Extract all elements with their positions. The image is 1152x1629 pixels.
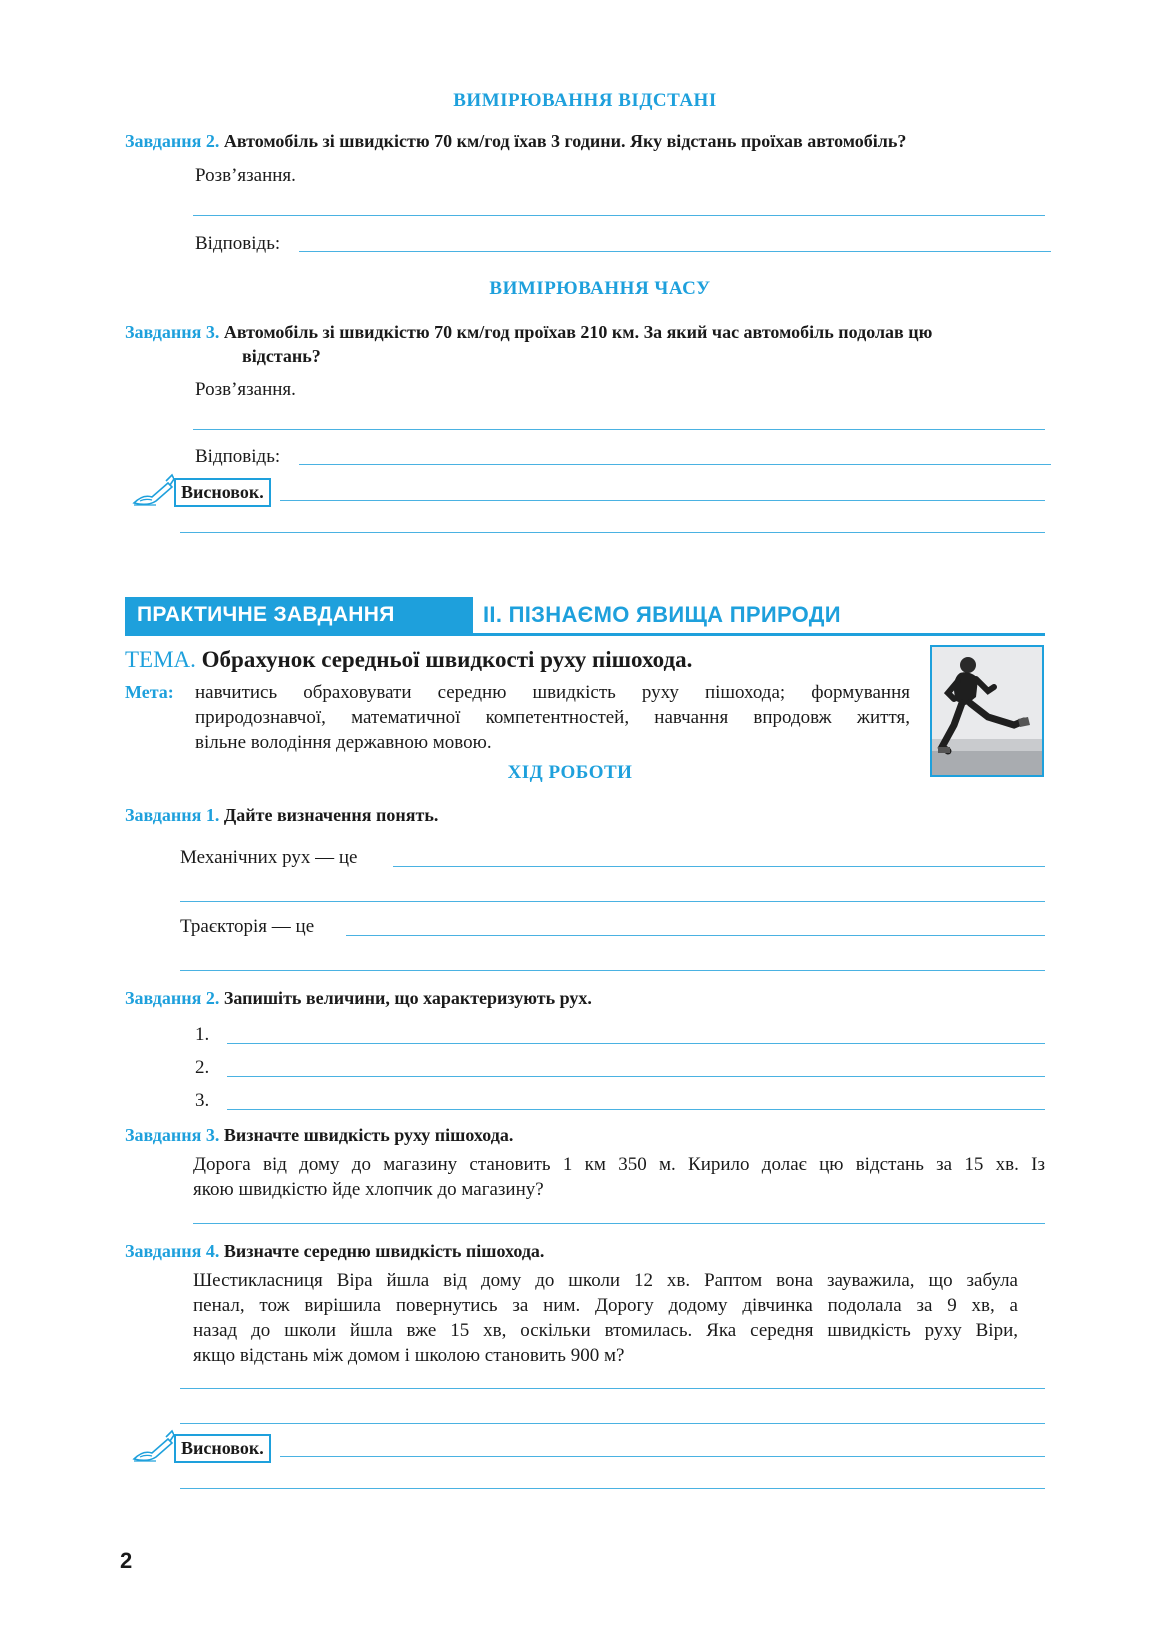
goal-label: Мета:	[125, 682, 174, 702]
list-item-number: 2.	[195, 1057, 210, 1078]
task-2	[125, 986, 592, 1010]
heading-time: ВИМІРЮВАННЯ ЧАСУ	[489, 278, 711, 299]
answer-label: Відповідь:	[195, 233, 281, 254]
task-4-line-4: якщо відстань між домом і школою становить 900 м?	[193, 1345, 625, 1366]
conclusion-line[interactable]	[180, 532, 1045, 533]
task-4	[125, 1239, 544, 1263]
definition-line[interactable]	[180, 970, 1045, 971]
conclusion-label: Висновок.	[174, 1434, 271, 1463]
task-question: Визначте середню швидкість пішохода.	[223, 1241, 545, 1261]
task-question: Автомобіль зі швидкістю 70 км/год їхав 3 години. Яку відстань проїхав автомобіль?	[223, 131, 907, 151]
answer-line[interactable]	[227, 1043, 1045, 1044]
task-3-time	[125, 320, 1055, 344]
task-question-line2: відстань?	[242, 346, 321, 366]
task-4-line-3: назад до школи йшла вже 15 хв, оскільки втомилась. Яка середня швидкість руху Віри,	[193, 1320, 1018, 1341]
topic-label: ТЕМА.	[125, 647, 196, 672]
topic	[125, 645, 692, 675]
conclusion-line[interactable]	[180, 1488, 1045, 1489]
heading-distance: ВИМІРЮВАННЯ ВІДСТАНІ	[453, 90, 717, 111]
answer-line[interactable]	[180, 1388, 1045, 1389]
list-item-number: 1.	[195, 1024, 210, 1045]
task-3-line-2: якою швидкістю йде хлопчик до магазину?	[193, 1179, 544, 1200]
runner-photo	[930, 645, 1044, 777]
topic-text: Обрахунок середньої швидкості руху пішохода.	[201, 647, 693, 672]
task-label: Завдання 1.	[125, 805, 220, 825]
goal-line-3: вільне володіння державною мовою.	[195, 732, 492, 753]
procedure-heading: ХІД РОБОТИ	[507, 762, 633, 783]
answer-line[interactable]	[227, 1076, 1045, 1077]
task-label: Завдання 3.	[125, 322, 220, 342]
task-label: Завдання 3.	[125, 1125, 220, 1145]
list-item-number: 3.	[195, 1090, 210, 1111]
task-4-line-2: пенал, тож вирішила повернутись за ним. Дорогу додому дівчинка подолала за 9 хв, а	[193, 1295, 1018, 1316]
answer-line[interactable]	[299, 464, 1051, 465]
answer-line[interactable]	[193, 1223, 1045, 1224]
conclusion-line[interactable]	[280, 1456, 1045, 1457]
task-question: Автомобіль зі швидкістю 70 км/год проїхав 210 км. За який час автомобіль подолав цю	[223, 322, 933, 342]
task-label: Завдання 4.	[125, 1241, 220, 1261]
goal-line-1: навчитись обраховувати середню швидкість руху пішохода; формування	[195, 682, 910, 703]
definition-line[interactable]	[393, 866, 1045, 867]
definition-line[interactable]	[346, 935, 1045, 936]
task-2-distance	[125, 129, 1065, 153]
banner-section-title: II. ПІЗНАЄМО ЯВИЩА ПРИРОДИ	[483, 602, 841, 627]
task-3	[125, 1123, 513, 1147]
answer-line[interactable]	[193, 215, 1045, 216]
banner-rule	[125, 633, 1045, 636]
term-mechanical-motion: Механічних рух — це	[180, 847, 358, 868]
task-4-line-1: Шестикласниця Віра йшла від дому до школи 12 хв. Раптом вона зауважила, що забула	[193, 1270, 1018, 1291]
pencil-hand-icon	[132, 1429, 174, 1463]
solution-label: Розв’язання.	[195, 379, 296, 400]
task-label: Завдання 2.	[125, 988, 220, 1008]
task-label: Завдання 2.	[125, 131, 220, 151]
banner-practical-task: ПРАКТИЧНЕ ЗАВДАННЯ	[125, 597, 473, 633]
answer-line[interactable]	[227, 1109, 1045, 1110]
task-question-cont	[242, 344, 321, 368]
answer-line[interactable]	[180, 1423, 1045, 1424]
task-question: Дайте визначення понять.	[223, 805, 439, 825]
conclusion-label: Висновок.	[174, 478, 271, 507]
page-number: 2	[120, 1548, 133, 1573]
task-question: Запишіть величини, що характеризують рух.	[223, 988, 592, 1008]
task-3-line-1: Дорога від дому до магазину становить 1 км 350 м. Кирило долає цю відстань за 15 хв. Із	[193, 1154, 1045, 1175]
task-1	[125, 803, 438, 827]
answer-label: Відповідь:	[195, 446, 281, 467]
task-question: Визначте швидкість руху пішохода.	[223, 1125, 514, 1145]
pencil-hand-icon	[132, 473, 174, 507]
definition-line[interactable]	[180, 901, 1045, 902]
answer-line[interactable]	[193, 429, 1045, 430]
term-trajectory: Траєкторія — це	[180, 916, 315, 937]
conclusion-line[interactable]	[280, 500, 1045, 501]
answer-line[interactable]	[299, 251, 1051, 252]
solution-label: Розв’язання.	[195, 165, 296, 186]
goal-line-2: природознавчої, математичної компетентностей, навчання впродовж життя,	[195, 707, 910, 728]
